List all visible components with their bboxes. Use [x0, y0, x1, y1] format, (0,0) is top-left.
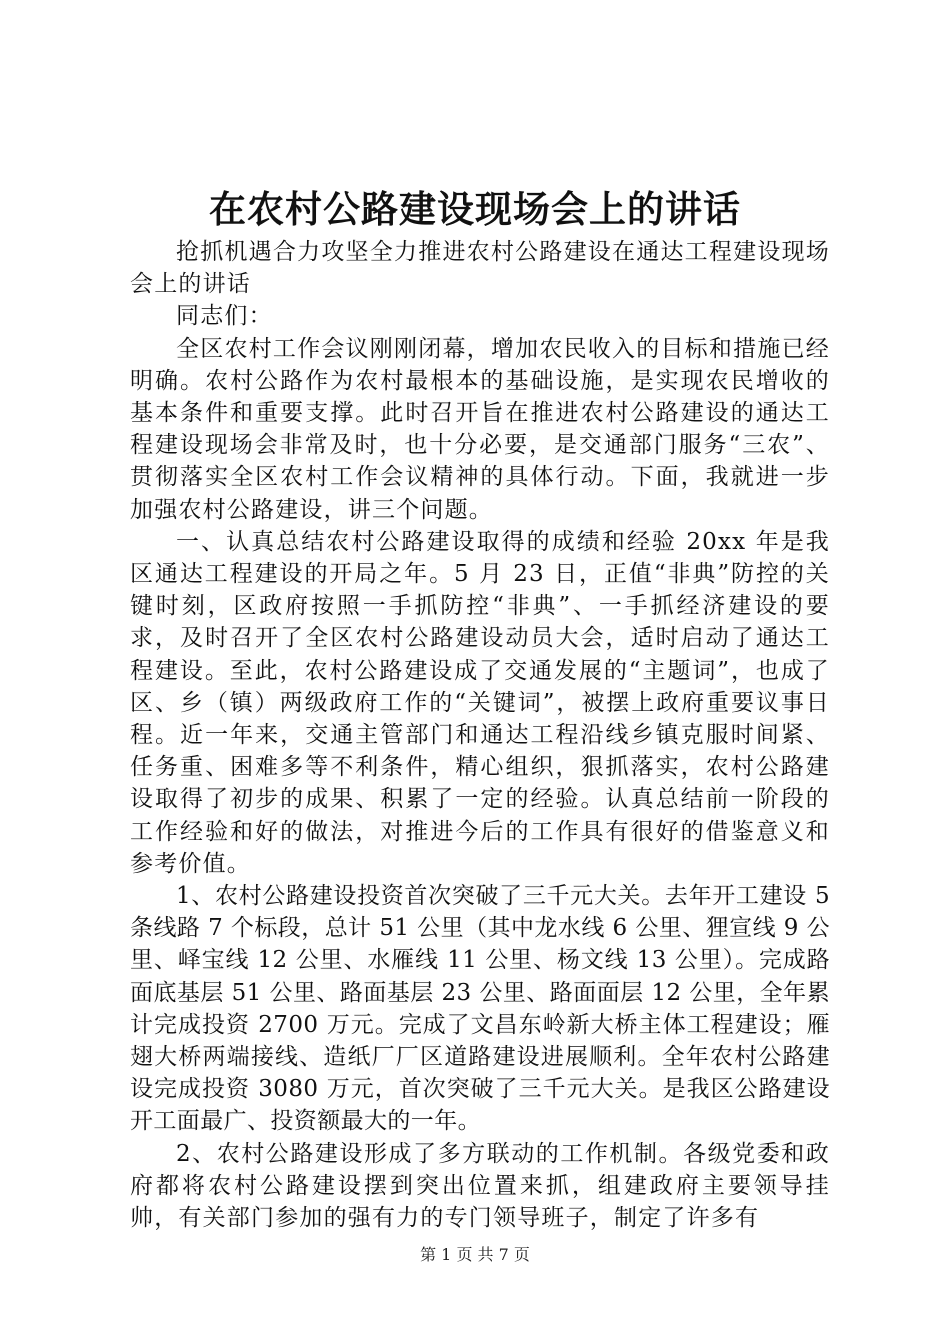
paragraph-subtitle: 抢抓机遇合力攻坚全力推进农村公路建设在通达工程建设现场会上的讲话	[130, 239, 830, 298]
paragraph-section-one: 一、认真总结农村公路建设取得的成绩和经验 20xx 年是我区通达工程建设的开局之年。5 月 23 日，正值“非典”防控的关键时刻，区政府按照一手抓防控“非典”、一手抓经济建设的要求，及时召开了全区农村公路建设动员大会，适时启动了通达工程建设。至此，农村公路建设成了交通发展的“主题词”，也成了区、乡（镇）两级政府工作的“关键词”，被摆上政府重要议事日程。近一年来，交通主管部门和通达工程沿线乡镇克服时间紧、任务重、困难多等不利条件，精心组织，狠抓落实，农村公路建设取得了初步的成果、积累了一定的经验。认真总结前一阶段的工作经验和好的做法，对推进今后的工作具有很好的借鉴意义和参考价值。	[130, 528, 830, 877]
paragraph-intro: 全区农村工作会议刚刚闭幕，增加农民收入的目标和措施已经明确。农村公路作为农村最根本的基础设施，是实现农民增收的基本条件和重要支撑。此时召开旨在推进农村公路建设的通达工程建设现场会非常及时，也十分必要，是交通部门服务“三农”、贯彻落实全区农村工作会议精神的具体行动。下面，我就进一步加强农村公路建设，讲三个问题。	[130, 335, 830, 523]
paragraph-point-two: 2、农村公路建设形成了多方联动的工作机制。各级党委和政府都将农村公路建设摆到突出位置来抓，组建政府主要领导挂帅，有关部门参加的强有力的专门领导班子，制定了许多有	[130, 1140, 830, 1232]
document-title: 在农村公路建设现场会上的讲话	[209, 187, 741, 231]
page-footer: 第 1 页 共 7 页	[420, 1245, 530, 1264]
document-body	[130, 236, 830, 1234]
paragraph-salutation: 同志们：	[176, 303, 273, 330]
paragraph-point-one: 1、农村公路建设投资首次突破了三千元大关。去年开工建设 5 条线路 7 个标段，总计 51 公里（其中龙水线 6 公里、狸宣线 9 公里、峄宝线 12 公里、水雁线 11 公里、杨文线 13 公里）。完成路面底基层 51 公里、路面基层 23 公里、路面面层 12 公里，全年累计完成投资 2700 万元。完成了文昌东岭新大桥主体工程建设；雁翅大桥两端接线、造纸厂厂区道路建设进展顺利。全年农村公路建设完成投资 3080 万元，首次突破了三千元大关。是我区公路建设开工面最广、投资额最大的一年。	[130, 883, 830, 1135]
